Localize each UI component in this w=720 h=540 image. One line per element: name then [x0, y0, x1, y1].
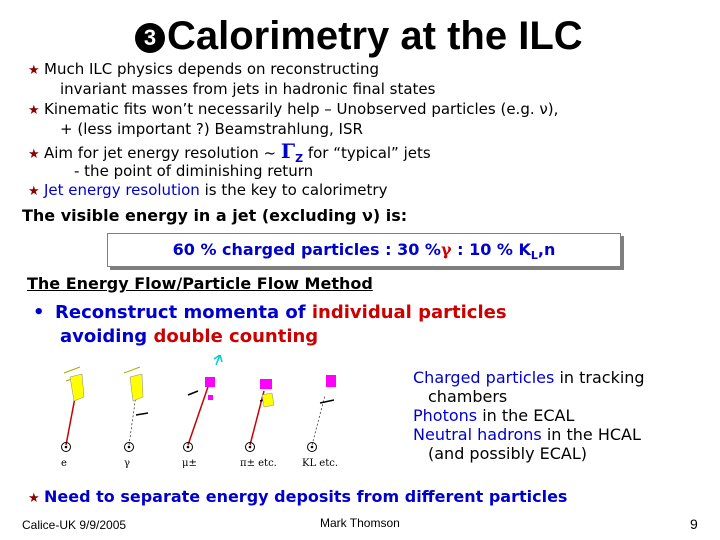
bullet-1-line-2: invariant masses from jets in hadronic final states	[60, 80, 436, 98]
electron-detector-column	[62, 367, 85, 452]
star-bullet-icon: ★	[28, 103, 40, 118]
neutral-hadrons-text	[413, 425, 641, 444]
dot-bullet-icon: •	[33, 302, 45, 323]
title-text: Calorimetry at the ILC	[167, 14, 583, 58]
cyan-arrow-icon	[214, 355, 222, 365]
particle-label: π± etc.	[240, 458, 277, 469]
reconstruct-bullet	[33, 301, 507, 349]
photons-rest: in the ECAL	[482, 406, 575, 425]
slide-title	[135, 14, 583, 58]
footer-date: Calice-UK 9/9/2005	[22, 518, 127, 532]
particle-label: e	[61, 458, 67, 469]
bullet-2	[28, 99, 558, 121]
neutral-hadrons-highlight: Neutral hadrons	[413, 425, 542, 444]
star-bullet-icon: ★	[28, 184, 40, 199]
fractions-subscript: L	[530, 249, 538, 263]
particle-detector-diagram	[50, 355, 380, 473]
gamma-z-subscript: Z	[295, 152, 304, 165]
bullet-3-line-2: - the point of diminishing return	[74, 162, 314, 180]
gamma-symbol: γ	[440, 240, 452, 259]
charged-particles-text	[413, 368, 645, 387]
title-number: 3	[135, 23, 165, 53]
individual-particles-highlight: individual particles	[311, 302, 507, 323]
particle-label: KL etc.	[302, 458, 339, 469]
star-bullet-icon: ★	[28, 491, 40, 506]
bullet-1-line-1: Much ILC physics depends on reconstructing	[44, 60, 379, 78]
bullet-1	[28, 59, 379, 81]
neutral-hadrons-rest: in the HCAL	[546, 425, 641, 444]
bullet-3-text-b: for “typical” jets	[307, 144, 431, 162]
muon-detector-column	[184, 377, 216, 452]
fractions-text-b: : 10 % K	[451, 240, 531, 259]
bullet-2-line-1: Kinematic fits won’t necessarily help – Unobserved particles (e.g. ν),	[44, 100, 559, 118]
charged-particles-rest: in tracking	[559, 368, 645, 387]
star-bullet-icon: ★	[28, 63, 40, 78]
pion-detector-column	[246, 379, 275, 452]
page-number: 9	[690, 516, 698, 532]
particle-label: γ	[124, 458, 130, 469]
photon-detector-column	[124, 367, 148, 452]
conclusion-bullet	[28, 487, 567, 506]
gamma-z-symbol: Γ	[280, 139, 296, 163]
conclusion-text: Need to separate energy deposits from different particles	[44, 487, 568, 506]
particle-label: μ±	[182, 458, 197, 469]
kaon-detector-column	[308, 375, 337, 452]
charged-particles-highlight: Charged particles	[413, 368, 555, 387]
footer-author: Mark Thomson	[320, 516, 400, 530]
fractions-text-a: 60 % charged particles : 30 %	[172, 240, 441, 259]
bullet-2-line-2: + (less important ?) Beamstrahlung, ISR	[60, 120, 363, 138]
neutral-hadrons-line-2: (and possibly ECAL)	[428, 444, 588, 463]
bullet-4-highlight: Jet energy resolution	[44, 181, 200, 199]
visible-energy-header: The visible energy in a jet (excluding ν) is:	[22, 206, 408, 225]
bullet-4-rest: is the key to calorimetry	[204, 181, 388, 199]
fractions-text-c: ,n	[537, 240, 556, 259]
photons-highlight: Photons	[413, 406, 478, 425]
charged-particles-line-2: chambers	[428, 387, 508, 406]
reconstruct-line-1: Reconstruct momenta of	[55, 302, 306, 323]
bullet-4	[28, 180, 387, 202]
bullet-3-text-a: Aim for jet energy resolution ~	[44, 144, 277, 162]
reconstruct-line-2: avoiding	[60, 326, 148, 347]
star-bullet-icon: ★	[28, 147, 40, 162]
energy-fractions-box	[107, 233, 621, 267]
double-counting-highlight: double counting	[153, 326, 319, 347]
photons-text	[413, 406, 574, 425]
method-heading: The Energy Flow/Particle Flow Method	[27, 274, 373, 293]
